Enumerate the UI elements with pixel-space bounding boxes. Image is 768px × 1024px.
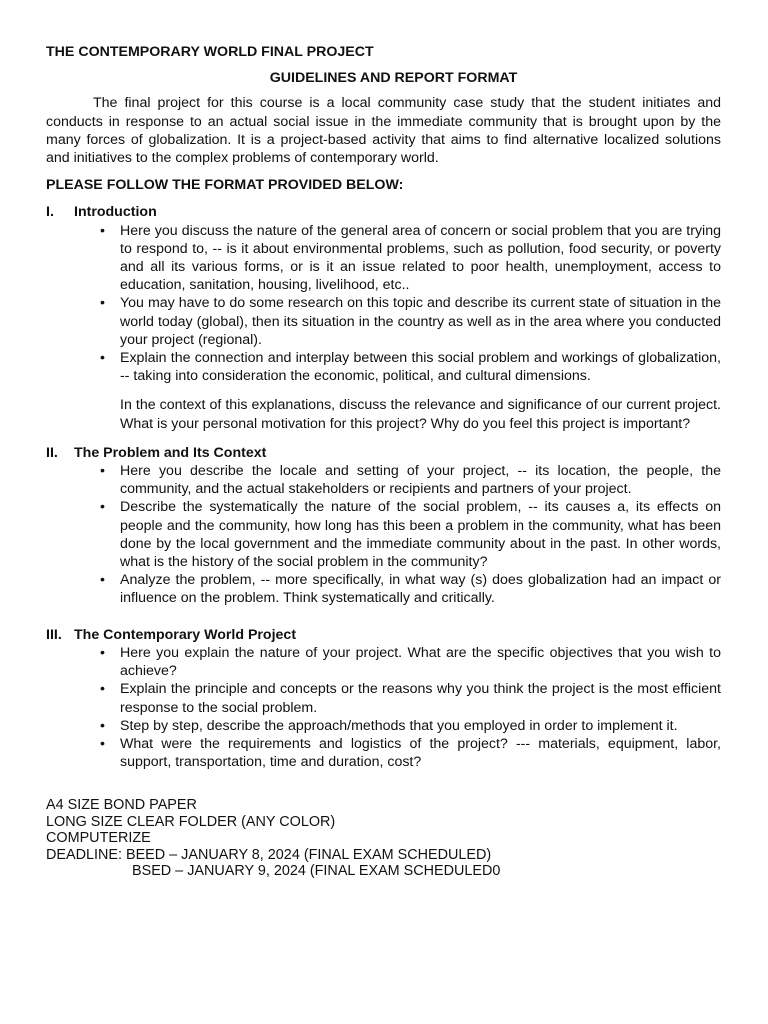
document-page — [46, 43, 721, 880]
requirement-computerize: COMPUTERIZE — [46, 830, 151, 847]
list-item — [100, 644, 721, 680]
list-item — [100, 222, 721, 295]
section-number: I. — [46, 204, 54, 221]
list-item-text: Here you discuss the nature of the general area of concern or social problem that you are trying to respond to, -- is it about environmental problems, such as pollution, food security, or poverty and all its various forms, or is it an issue related to poor health, unemployment, access to education, sanitation, housing, livelihood, etc.. — [120, 222, 721, 294]
document-title: THE CONTEMPORARY WORLD FINAL PROJECT — [46, 44, 374, 60]
list-item-text: Step by step, describe the approach/methods that you employed in order to implement it. — [120, 717, 678, 734]
list-item-text: Explain the connection and interplay between this social problem and workings of globalization, -- taking into consideration the economic, political, and cultural dimensions. — [120, 350, 721, 385]
section-heading-introduction — [46, 203, 721, 221]
list-item-text: Here you explain the nature of your project. What are the specific objectives that you wish to achieve? — [120, 644, 721, 680]
requirement-folder: LONG SIZE CLEAR FOLDER (ANY COLOR) — [46, 813, 336, 830]
list-item-text: Explain the principle and concepts or the reasons why you think the project is the most efficient response to the social problem. — [120, 681, 721, 716]
section-number: II. — [46, 444, 58, 461]
list-item-text: Describe the systematically the nature of the social problem, -- its causes a, its effects on people and the community, how long has this been a problem in the community, what has been done by the local government and the immediate community about in the past. In other words, what is the history of the social problem in the community? — [120, 499, 721, 571]
section-title: The Contemporary World Project — [74, 626, 297, 643]
bullet-icon: • — [100, 681, 105, 698]
list-item — [100, 498, 721, 571]
list-item — [100, 717, 721, 735]
list-item — [100, 571, 721, 607]
deadline-bsed: BSED – JANUARY 9, 2024 (FINAL EXAM SCHEDULED0 — [132, 863, 501, 880]
list-item — [100, 735, 721, 771]
bullet-icon: • — [100, 295, 105, 312]
bullet-icon: • — [100, 463, 105, 480]
bullet-icon: • — [100, 350, 105, 367]
list-item — [100, 680, 721, 716]
section-title: The Problem and Its Context — [74, 444, 267, 461]
bullet-icon: • — [100, 735, 105, 752]
bullet-list — [46, 644, 721, 771]
bullet-list — [46, 222, 721, 386]
deadline-beed: DEADLINE: BEED – JANUARY 8, 2024 (FINAL EXAM SCHEDULED) — [46, 846, 492, 863]
list-item — [100, 462, 721, 498]
bullet-list — [46, 462, 721, 608]
list-item-text: You may have to do some research on this topic and describe its current state of situation in the world today (global), then its situation in the country as well as in the area where you conducted your project (regional). — [120, 295, 721, 348]
bullet-icon: • — [100, 222, 105, 239]
bullet-icon: • — [100, 499, 105, 516]
list-item — [100, 349, 721, 385]
list-item-text: Analyze the problem, -- more specifically, in what way (s) does globalization had an impact or influence on the problem. Think systematically and critically. — [120, 572, 721, 607]
section-heading-problem — [46, 444, 721, 462]
list-item-text: Here you describe the locale and setting of your project, -- its location, the people, the community, and the actual stakeholders or recipients and partners of your project. — [120, 463, 721, 498]
bullet-icon: • — [100, 717, 105, 734]
requirement-paper: A4 SIZE BOND PAPER — [46, 797, 197, 814]
list-item-text: What were the requirements and logistics of the project? --- materials, equipment, labor, support, transportation, time and duration, cost? — [120, 735, 721, 771]
document-subtitle: GUIDELINES AND REPORT FORMAT — [269, 70, 518, 87]
format-heading: PLEASE FOLLOW THE FORMAT PROVIDED BELOW: — [46, 177, 404, 194]
bullet-icon: • — [100, 644, 105, 661]
introduction-note: In the context of this explanations, discuss the relevance and significance of our current project. What is your personal motivation for this project? Why do you feel this project is important? — [120, 397, 721, 432]
intro-paragraph: The final project for this course is a local community case study that the student initiates and conducts in response to an actual social issue in the immediate community that is brought upon by the many forces of globalization. It is a project-based activity that aims to find alternative localized solutions and initiatives to the complex problems of contemporary world. — [46, 95, 721, 167]
section-title: Introduction — [74, 204, 157, 221]
section-number: III. — [46, 626, 62, 643]
requirements-block — [46, 797, 721, 880]
list-item — [100, 294, 721, 349]
bullet-icon: • — [100, 572, 105, 589]
section-heading-project — [46, 626, 721, 644]
